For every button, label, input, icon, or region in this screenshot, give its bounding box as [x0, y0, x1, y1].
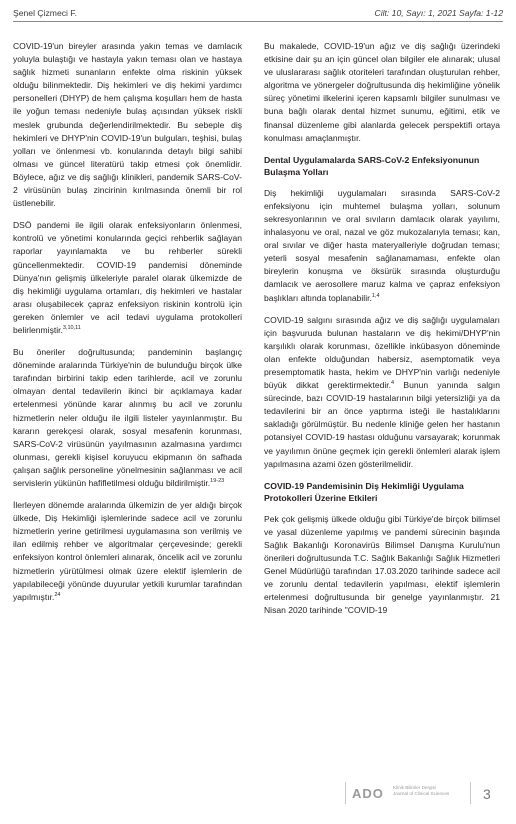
paragraph: Bu makalede, COVID-19'un ağız ve diş sağlığı üzerindeki etkisine dair şu an için güncel olan bilgiler ele alınarak; ulusal ve uluslararası sağlık otoriteleri tarafından oluşturulan rehber, algoritma ve yönergeler doğrultusunda diş hekimliğine yönelik süreç yönetimi ilkelerini içeren kapsamlı bilgiler sunulması ve buna bağlı olarak dental hizmet sunumu, eğitimi, etik ve finansal düzenleme gibi alanlarda gelecek perspektifi ortaya konulması amaçlanmıştır. — [264, 41, 500, 143]
header-author: Şenel Çizmeci F. — [13, 8, 77, 18]
paragraph: Diş hekimliği uygulamaları sırasında SARS-CoV-2 enfeksiyonu için muhtemel bulaşma yolları, solunum sekresyonlarının ve oral sıvıların damlacık olarak yayılımı, inhalasyonu ve oral, nazal ve göz mukozalarıyla teması; kan, oral sıvılar ve diğer hasta materyalleriyle doğrudan teması; yeterli sosyal mesafenin sağlanamaması, enfekte olan bireylerin konuşma ve öksürük sırasında oluşturduğu damlacık ve aerosollere maruz kalma ve çapraz enfeksiyon başlıkları altında toplanabilir.$^{1,4}$ — [264, 187, 500, 303]
header-divider — [13, 21, 503, 22]
paragraph: İlerleyen dönemde aralarında ülkemizin de yer aldığı birçok ülkede, Diş Hekimliği işlemlerinde sadece acil ve zorunlu hizmetlerin yerine getirilmesi uygulamasına son verilmiş ve ilan edilmiş rehber ve algoritmalar çerçevesinde; gerekli enfeksiyon kontrol önlemleri alınarak, öncelik acil ve zorunlu hizmetlerin yürütülmesi olmak üzere elektif işlemlerin de yapılabileceği yönünde duyurular yetkili kurumlar tarafından yapılmıştır.$^{24}$ — [13, 500, 242, 602]
footer-page-divider — [470, 782, 471, 804]
section-heading: COVID-19 Pandemisinin Diş Hekimliği Uygulama Protokolleri Üzerine Etkileri — [264, 480, 464, 504]
paragraph: Bu öneriler doğrultusunda; pandeminin başlangıç döneminde aralarında Türkiye'nin de bulunduğu birçok ülke tarafından birbirini takip eden tarihlerde, acil ve zorunlu olmayan dental tedavilerin ikinci bir açıklamaya kadar ertelenmesi yönünde karar alınmış bu acil ve zorunlu hizmetlerin neler olduğu ile ilgili listeler yayınlanmıştır. Bu kararın gerekçesi olarak, sosyal mesafenin korunması, SARS-CoV-2 virüsünün yayılmasının azalmasına yardımcı olunması, gerekli kişisel koruyucu ekipmanın ön safhada çalışan sağlık personeline yönelmesinin sağlanması ve acil servislerin yükünün hafifletilmesi olduğu bildirilmiştir.$^{19-23}$ — [13, 347, 242, 488]
header-citation: Cilt: 10, Sayı: 1, 2021 Sayfa: 1-12 — [374, 8, 503, 18]
citation-ref: 24 — [54, 591, 61, 598]
journal-name: Klinik Bilimler Dergisi Journal of Clinical Sciences — [393, 785, 450, 796]
citation-ref: 1,4 — [371, 292, 380, 299]
paragraph: COVID-19 salgını sırasında ağız ve diş sağlığı uygulamaları için başvuruda bulunan hastaların ve diş hekimi/DHYP'nin karşılıklı olarak korunması, özellikle inkübasyon döneminde olan enfekte olduğundan habersiz, asemptomatik veya presemptomatik hasta, hekim ve DHYP'nin varlığı nedeniyle büyük dikkat gerektirmektedir.$^4$ Bunun yanında salgın sürecinde, bazı COVID-19 hastalarının bilgi yetersizliği ya da tedavilerini bir an önce yaptırma isteği ile hastalıklarını sakladığı görülmüştür. Bu nedenle kliniğe gelen her hastanın potansiyel COVID-19 hastası olduğunu varsayarak; korunmak ve yayılımın önüne geçmek için gerekli önlemleri alarak işlem yapılmasına azami özen gösterilmelidir. — [264, 314, 500, 469]
paragraph: Pek çok gelişmiş ülkede olduğu gibi Türkiye'de birçok bilimsel ve yasal düzenleme yapılmış ve pandemi sürecinin başında Sağlık Bakanlığı Koronavirüs Bilimsel Danışma Kurulu'nun önerileri doğrultusunda T.C. Sağlık Bakanlığı Sağlık Hizmetleri Genel Müdürlüğü tarafından 17.03.2020 tarihinde sadece acil ve zorunlu dental tedavilerin yapılması, elektif işlemlerin ertelenmesi doğrultusunda bir genelge yayınlanmıştır. 21 Nisan 2020 tarihinde "COVID-19 — [264, 513, 500, 616]
section-heading: Dental Uygulamalarda SARS-CoV-2 Enfeksiyonunun Bulaşma Yolları — [264, 154, 480, 178]
paragraph: DSÖ pandemi ile ilgili olarak enfeksiyonların önlenmesi, kontrolü ve yönetimi konularında geçici rehberlik sağlayan raporlar yayınlamakta ve bu rehberler sürekli güncellenmektedir. COVID-19 pandemisi döneminde Dünya'nın gelişmiş ülkeleriyle paralel olarak ülkemizde de diş hekimliği uygulama ortamları, diş hekimleri ve hastalar arası oluşabilecek çapraz enfeksiyon riskinin kontrolü için gereken önlemler ve acil tedavi uygulama protokolleri belirlenmiştir.$^{3,10,11}$ — [13, 220, 242, 335]
page-number: 3 — [483, 786, 491, 802]
right-column — [264, 40, 500, 626]
footer-divider — [345, 782, 346, 804]
citation-ref: 19-23 — [210, 478, 225, 485]
citation-ref: 4 — [390, 380, 395, 387]
paragraph: COVID-19'un bireyler arasında yakın temas ve damlacık yoluyla bulaştığı ve hastayla yakın teması olan ve hastaya sağlık hizmeti sunanların enfekte olma riskinin yüksek olduğu bilinmektedir. Diş hekimleri ve diş hekimi yardımcı personelleri (DHYP) de hem çalışma koşulları hem de hasta ile yoğun teması nedeniyle bulaş açısından yüksek riskli meslek grubunda değerlendirilmektedir. Bu sebeple diş hekimleri ve DHYP'nin COVID-19'un bulguları, teşhisi, bulaş yolları ve önlenmesi vb. konularında detaylı bilgi sahibi olması ve güncel literatürü takip etmesi çok önemlidir. Böylece, ağız ve diş sağlığı klinikleri, pandemik SARS-CoV-2 virüsünün bulaş zincirinin kırılmasında önemli bir rol üstlenebilir. — [13, 41, 242, 209]
citation-ref: 3,10,11 — [62, 325, 81, 332]
left-column — [13, 40, 242, 613]
journal-logo: ADO — [352, 786, 384, 801]
